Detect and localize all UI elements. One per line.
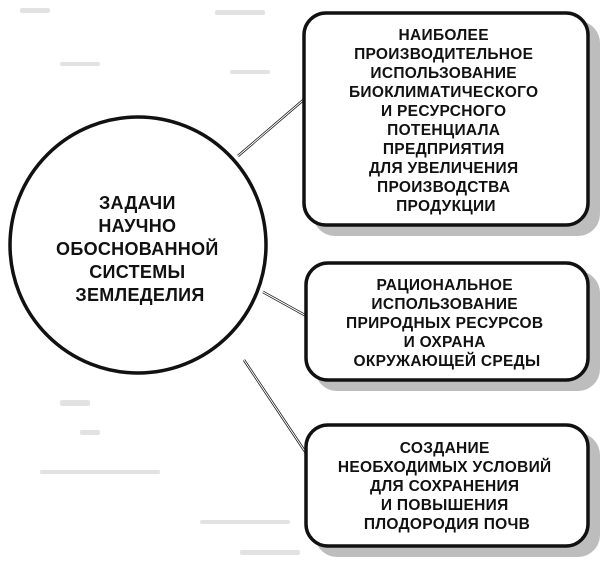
box-line: И РЕСУРСНОГО bbox=[381, 103, 507, 120]
goal-box-1 bbox=[304, 13, 600, 236]
main-node bbox=[10, 117, 266, 373]
box-line: НЕОБХОДИМЫХ УСЛОВИЙ bbox=[337, 459, 552, 476]
box-line: ПРОИЗВОДСТВА bbox=[377, 179, 511, 196]
box-line: ПЛОДОРОДИЯ ПОЧВ bbox=[363, 516, 531, 533]
box-line: РАЦИОНАЛЬНОЕ bbox=[376, 277, 513, 294]
box-line: ОКРУЖАЮЩЕЙ СРЕДЫ bbox=[353, 353, 541, 370]
box-line: ПРОИЗВОДИТЕЛЬНОЕ bbox=[354, 46, 534, 63]
box-line: ДЛЯ УВЕЛИЧЕНИЯ bbox=[368, 160, 519, 177]
center-line: ОБОСНОВАННОЙ bbox=[56, 239, 219, 259]
center-line: ЗАДАЧИ bbox=[98, 193, 176, 213]
center-line: ЗЕМЛЕДЕЛИЯ bbox=[75, 285, 205, 305]
box-line: ИСПОЛЬЗОВАНИЕ bbox=[371, 296, 518, 313]
box-line: И ПОВЫШЕНИЯ bbox=[380, 497, 509, 514]
box-line: НАИБОЛЕЕ bbox=[398, 27, 489, 44]
box-line: ПРОДУКЦИИ bbox=[396, 198, 496, 215]
connector-1-inner bbox=[238, 96, 308, 156]
center-line: НАУЧНО bbox=[98, 216, 177, 236]
connector-3-inner bbox=[244, 360, 308, 456]
box-line: ПРИРОДНЫХ РЕСУРСОВ bbox=[346, 315, 544, 332]
center-line: СИСТЕМЫ bbox=[89, 262, 186, 282]
goal-box-2 bbox=[306, 263, 600, 391]
box-line: ДЛЯ СОХРАНЕНИЯ bbox=[370, 478, 520, 495]
box-line: ПОТЕНЦИАЛА bbox=[387, 122, 501, 139]
goal-box-3 bbox=[306, 425, 600, 557]
box-line: СОЗДАНИЕ bbox=[399, 440, 490, 457]
box-line: ПРЕДПРИЯТИЯ bbox=[382, 141, 505, 158]
box-line: ИСПОЛЬЗОВАНИЕ bbox=[370, 65, 517, 82]
box-line: И ОХРАНА bbox=[403, 334, 486, 351]
connector-2-inner bbox=[263, 292, 310, 318]
box-line: БИОКЛИМАТИЧЕСКОГО bbox=[348, 84, 539, 101]
